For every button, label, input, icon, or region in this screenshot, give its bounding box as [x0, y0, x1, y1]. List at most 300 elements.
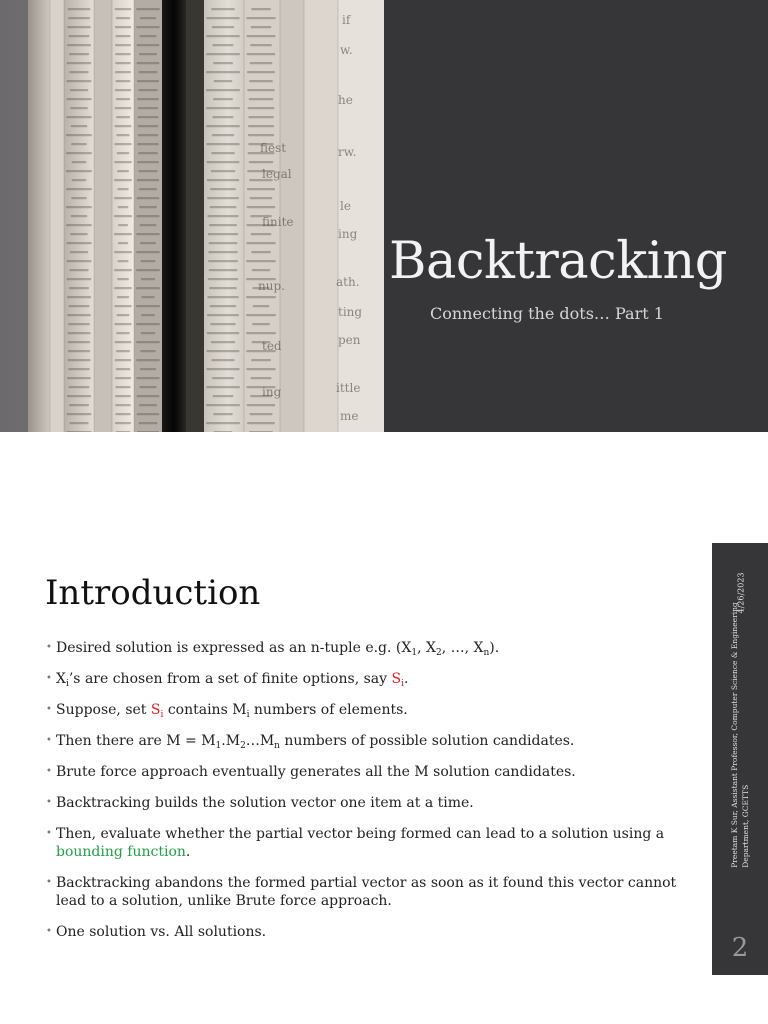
page-word: finite	[262, 215, 294, 229]
page-text-line	[250, 197, 273, 199]
page-text-line	[115, 89, 131, 91]
page-text-line	[206, 386, 240, 388]
page-text-line	[249, 98, 274, 100]
page-text-line	[206, 422, 240, 424]
page-text-line	[251, 233, 272, 235]
page-text-line	[68, 8, 91, 10]
page-text-line	[115, 107, 132, 109]
page-text-line	[248, 125, 274, 127]
page-text-line	[212, 26, 234, 28]
page-text-line	[114, 323, 131, 325]
bullet-text: Suppose, set	[56, 702, 151, 718]
page-text-line	[66, 170, 92, 172]
bullet-list	[46, 639, 696, 941]
page-text-line	[66, 80, 91, 82]
page-text-line	[69, 71, 88, 73]
page-text-line	[136, 233, 160, 235]
bullet-text: …M	[245, 733, 275, 749]
subscript: i	[160, 710, 164, 720]
page-word: if	[342, 13, 351, 27]
page-text-line	[114, 269, 132, 271]
page-text-line	[114, 197, 132, 199]
page-text-line	[140, 242, 156, 244]
page-text-line	[140, 17, 156, 19]
page-text-line	[250, 62, 273, 64]
page-text-line	[66, 188, 92, 190]
page-text-line	[67, 296, 91, 298]
page-text-line	[207, 179, 239, 181]
page-text-line	[136, 359, 160, 361]
page-text-line	[68, 35, 89, 37]
page-text-line	[67, 413, 92, 415]
page-text-line	[117, 278, 129, 280]
page-text-line	[67, 26, 91, 28]
page-word: ath.	[336, 275, 360, 289]
page-text-line	[70, 107, 88, 109]
slide-footer	[729, 602, 751, 868]
page-text-line	[139, 53, 157, 55]
page-text-line	[137, 98, 159, 100]
page-word: legal	[262, 167, 292, 181]
page-text-line	[252, 323, 270, 325]
subscript: n	[274, 741, 280, 751]
page-text-line	[67, 359, 90, 361]
page-text-line	[115, 44, 131, 46]
page-text-line	[140, 224, 157, 226]
page-text-line	[68, 17, 90, 19]
page-text-line	[248, 116, 273, 118]
page-text-line	[71, 215, 88, 217]
page-text-line	[116, 80, 131, 82]
page-text-line	[118, 206, 129, 208]
page-text-line	[212, 44, 233, 46]
page-text-line	[141, 314, 155, 316]
page-text-line	[213, 62, 233, 64]
page-text-line	[210, 305, 237, 307]
bullet-text: Desired solution is expressed as an n-tuple e.g. (X	[56, 640, 412, 656]
subscript: 1	[411, 648, 418, 658]
page-text-line	[210, 188, 236, 190]
page-text-line	[211, 170, 236, 172]
page-text-line	[136, 305, 160, 307]
page-text-line	[246, 332, 276, 334]
bullet-text: Backtracking builds the solution vector one item at a time.	[56, 795, 474, 811]
page-text-line	[136, 215, 159, 217]
page-text-line	[114, 251, 132, 253]
page-text-line	[137, 80, 159, 82]
page-text-line	[138, 125, 159, 127]
page-text-line	[114, 161, 132, 163]
page-text-line	[66, 431, 91, 432]
page-text-line	[246, 314, 276, 316]
page-text-line	[69, 269, 88, 271]
page-text-line	[116, 17, 131, 19]
page-text-line	[208, 278, 239, 280]
page-text-line	[117, 152, 130, 154]
footer-line-2: Department, GCETTS	[741, 784, 750, 868]
page-text-line	[68, 368, 90, 370]
page-text-line	[213, 98, 233, 100]
page-text-line	[210, 206, 237, 208]
page-text-line	[138, 152, 158, 154]
page-text-line	[250, 377, 271, 379]
page-text-line	[114, 233, 132, 235]
page-text-line	[209, 287, 237, 289]
page-text-line	[68, 350, 90, 352]
page-text-line	[114, 287, 132, 289]
bullet-item	[46, 732, 696, 750]
page-text-line	[70, 89, 89, 91]
page-text-line	[72, 179, 87, 181]
page-text-line	[140, 260, 155, 262]
bullet-text: numbers of elements.	[249, 702, 408, 718]
page-text-line	[66, 134, 92, 136]
page-text-line	[136, 287, 160, 289]
page-word: le	[340, 199, 351, 213]
page-text-line	[214, 80, 233, 82]
page-text-line	[66, 116, 92, 118]
page-word: rw.	[338, 145, 357, 159]
bullet-text: X	[56, 671, 66, 687]
page-text-line	[210, 323, 236, 325]
page-text-line	[137, 62, 160, 64]
page-text-line	[115, 8, 132, 10]
page-text-line	[115, 422, 131, 424]
page-text-line	[67, 377, 91, 379]
page-text-line	[247, 188, 275, 190]
subscript: i	[65, 679, 69, 689]
bullet-item	[46, 763, 696, 781]
page-text-line	[208, 233, 238, 235]
page-text-line	[207, 197, 239, 199]
page-text-line	[249, 80, 273, 82]
bullet-text: .	[403, 671, 409, 687]
page-text-line	[116, 116, 130, 118]
page-text-line	[138, 134, 159, 136]
page-text-line	[115, 26, 131, 28]
page-text-line	[250, 44, 272, 46]
page-text-line	[137, 197, 160, 199]
page-word: ing	[262, 385, 282, 399]
page-text-line	[207, 332, 240, 334]
page-text-line	[249, 161, 274, 163]
page-text-line	[213, 395, 234, 397]
page-text-line	[246, 242, 276, 244]
page-text-line	[206, 143, 239, 145]
page-text-line	[138, 89, 157, 91]
page-text-line	[212, 377, 234, 379]
bullet-text: S	[150, 702, 161, 718]
page-text-line	[249, 413, 272, 415]
page-text-line	[69, 422, 88, 424]
page-text-line	[69, 404, 89, 406]
page-text-line	[117, 296, 129, 298]
bullet-text: bounding function	[56, 844, 186, 860]
page-text-line	[67, 332, 90, 334]
page-text-line	[211, 152, 235, 154]
bullet-item	[46, 639, 696, 657]
page-text-line	[209, 242, 238, 244]
page-text-line	[206, 125, 240, 127]
page-text-line	[212, 134, 234, 136]
page-text-line	[141, 278, 155, 280]
bullet-item	[46, 794, 696, 812]
page-text-line	[208, 260, 238, 262]
bullet-text: contains M	[163, 702, 247, 718]
footer-line-1: Preetam K Sur, Assistant Professor, Computer Science & Engineering	[730, 602, 739, 868]
page-text-line	[247, 89, 275, 91]
page-text-line	[67, 314, 91, 316]
page-text-line	[115, 377, 131, 379]
page-text-line	[247, 206, 276, 208]
page-text-line	[116, 368, 131, 370]
page-text-line	[69, 386, 90, 388]
page-text-line	[139, 35, 156, 37]
page-text-line	[137, 395, 160, 397]
page-text-line	[140, 368, 157, 370]
bullet-text: Then, evaluate whether the partial vector being formed can lead to a solution using a	[56, 826, 665, 842]
page-text-line	[115, 413, 130, 415]
page-text-line	[114, 143, 131, 145]
page-text-line	[115, 62, 130, 64]
page-word: he	[338, 93, 353, 107]
page-text-line	[115, 35, 130, 37]
page-text-line	[117, 314, 130, 316]
page-text-line	[140, 350, 156, 352]
page-text-line	[67, 395, 91, 397]
page-text-line	[117, 260, 128, 262]
slide-date: 4/26/2023	[736, 572, 746, 614]
page-text-line	[114, 179, 132, 181]
page-text-line	[67, 62, 92, 64]
book-pages-image	[0, 0, 384, 432]
page-text-line	[246, 296, 276, 298]
bullet-item	[46, 923, 696, 941]
bullet-text: One solution vs. All solutions.	[56, 924, 267, 940]
page-word: me	[340, 409, 359, 423]
page-text-line	[139, 404, 157, 406]
content-slide	[0, 433, 768, 1024]
page-text-line	[67, 278, 92, 280]
bullet-text: Brute force approach eventually generates all the M solution candidates.	[56, 764, 576, 780]
page-text-line	[246, 35, 275, 37]
page-text-line	[66, 152, 92, 154]
bullet-text: , …, X	[441, 640, 484, 656]
page-text-line	[115, 53, 131, 55]
page-text-line	[116, 350, 130, 352]
page-text-line	[66, 224, 92, 226]
page-text-line	[137, 413, 160, 415]
page-text-line	[248, 107, 275, 109]
page-text-line	[116, 98, 130, 100]
page-text-line	[115, 386, 130, 388]
bullet-item	[46, 825, 696, 861]
page-text-line	[117, 188, 128, 190]
page-word: w.	[340, 43, 353, 57]
page-text-line	[69, 53, 89, 55]
page-text-line	[211, 8, 235, 10]
page-text-line	[70, 233, 88, 235]
page-word: ted	[262, 339, 282, 353]
page-text-line	[71, 143, 87, 145]
subscript: i	[246, 710, 250, 720]
page-text-line	[69, 287, 89, 289]
page-text-line	[212, 116, 233, 118]
page-text-line	[206, 17, 239, 19]
page-text-line	[206, 107, 240, 109]
page-text-line	[66, 242, 91, 244]
page-text-line	[115, 341, 132, 343]
bullet-text: , X	[417, 640, 436, 656]
page-text-line	[251, 8, 271, 10]
page-text-line	[69, 305, 90, 307]
page-text-line	[115, 359, 132, 361]
page-text-line	[118, 224, 128, 226]
page-text-line	[141, 296, 154, 298]
page-text-line	[207, 314, 239, 316]
page-text-line	[136, 44, 159, 46]
page-text-line	[247, 422, 275, 424]
bullet-text: .	[185, 844, 191, 860]
page-text-line	[114, 125, 131, 127]
page-text-line	[136, 251, 160, 253]
page-text-line	[246, 17, 275, 19]
page-text-line	[211, 341, 236, 343]
page-text-line	[206, 71, 240, 73]
page-text-line	[114, 215, 132, 217]
bullet-item	[46, 874, 696, 910]
page-text-line	[116, 332, 130, 334]
page-word: ing	[338, 227, 358, 241]
page-text-line	[206, 368, 239, 370]
page-word: nup.	[258, 279, 285, 293]
page-text-line	[136, 8, 160, 10]
page-text-line	[207, 215, 238, 217]
page-text-line	[251, 26, 272, 28]
page-text-line	[67, 44, 91, 46]
page-text-line	[66, 98, 91, 100]
page-text-line	[71, 125, 88, 127]
page-text-line	[139, 422, 158, 424]
page-text-line	[137, 179, 159, 181]
bullet-text: ).	[489, 640, 500, 656]
page-text-line	[68, 323, 90, 325]
bullet-item	[46, 701, 696, 719]
page-text-line	[117, 170, 129, 172]
page-text-line	[248, 134, 274, 136]
page-text-line	[251, 251, 271, 253]
page-text-line	[136, 323, 160, 325]
presentation-subtitle: Connecting the dots… Part 1	[430, 304, 664, 323]
presentation-title: Backtracking	[389, 232, 727, 291]
page-text-line	[139, 71, 158, 73]
page-text-line	[211, 359, 234, 361]
page-text-line	[115, 404, 131, 406]
page-text-line	[118, 242, 128, 244]
page-text-line	[206, 35, 240, 37]
page-text-line	[208, 251, 238, 253]
subscript: i	[401, 679, 404, 689]
page-text-line	[249, 431, 273, 432]
page-text-line	[70, 251, 88, 253]
page-text-line	[114, 305, 132, 307]
page-text-line	[251, 359, 271, 361]
page-text-line	[72, 161, 87, 163]
page-text-line	[206, 350, 239, 352]
page-text-line	[136, 377, 159, 379]
page-text-line	[136, 341, 160, 343]
page-text-line	[71, 197, 87, 199]
page-text-line	[209, 224, 237, 226]
title-slide	[0, 0, 768, 432]
page-text-line	[253, 305, 270, 307]
bullet-item	[46, 670, 696, 688]
page-text-line	[246, 368, 275, 370]
page-text-line	[247, 404, 276, 406]
subscript: 2	[240, 741, 246, 751]
page-text-line	[136, 26, 159, 28]
subscript: n	[483, 648, 490, 658]
page-text-line	[247, 53, 276, 55]
bullet-text: Then there are M = M	[56, 733, 216, 749]
page-text-line	[139, 386, 156, 388]
bullet-text: numbers of possible solution candidates.	[279, 733, 575, 749]
page-text-line	[209, 269, 238, 271]
page-word: pen	[338, 333, 361, 347]
page-text-line	[247, 71, 275, 73]
slide-sidebar	[712, 543, 768, 975]
bullet-text: .M	[221, 733, 241, 749]
book-pages-photo	[0, 0, 384, 432]
page-text-line	[138, 170, 157, 172]
page-text-line	[116, 431, 131, 432]
page-word: ting	[338, 305, 363, 319]
page-word: fiest	[260, 141, 287, 155]
page-word: ittle	[336, 381, 361, 395]
page-text-line	[66, 260, 91, 262]
subscript: 1	[215, 741, 222, 751]
page-text-line	[139, 206, 157, 208]
page-text-line	[214, 431, 233, 432]
page-text-line	[68, 341, 90, 343]
page-text-line	[139, 188, 157, 190]
page-text-line	[213, 413, 233, 415]
page-text-line	[116, 134, 129, 136]
page-text-line	[115, 395, 131, 397]
subscript: 2	[435, 648, 442, 658]
page-text-line	[206, 89, 240, 91]
page-text-line	[137, 116, 158, 118]
slide-number: 2	[731, 933, 749, 963]
slide-title: Introduction	[45, 573, 261, 613]
page-text-line	[136, 269, 160, 271]
page-text-line	[141, 332, 156, 334]
page-text-line	[137, 161, 159, 163]
page-text-line	[138, 107, 158, 109]
bullet-text: S	[391, 671, 402, 687]
bullet-text: ’s are chosen from a set of finite options, say	[68, 671, 392, 687]
page-text-line	[206, 404, 240, 406]
page-text-line	[66, 206, 92, 208]
bullet-text: Backtracking abandons the formed partial vector as soon as it found this vector cannot lead to a solution, unlike Brute force approach.	[56, 875, 677, 909]
page-text-line	[137, 431, 159, 432]
page-text-line	[246, 260, 276, 262]
page-text-line	[206, 53, 240, 55]
page-text-line	[137, 143, 158, 145]
page-text-line	[207, 296, 238, 298]
page-text-line	[252, 269, 271, 271]
page-text-line	[207, 161, 240, 163]
